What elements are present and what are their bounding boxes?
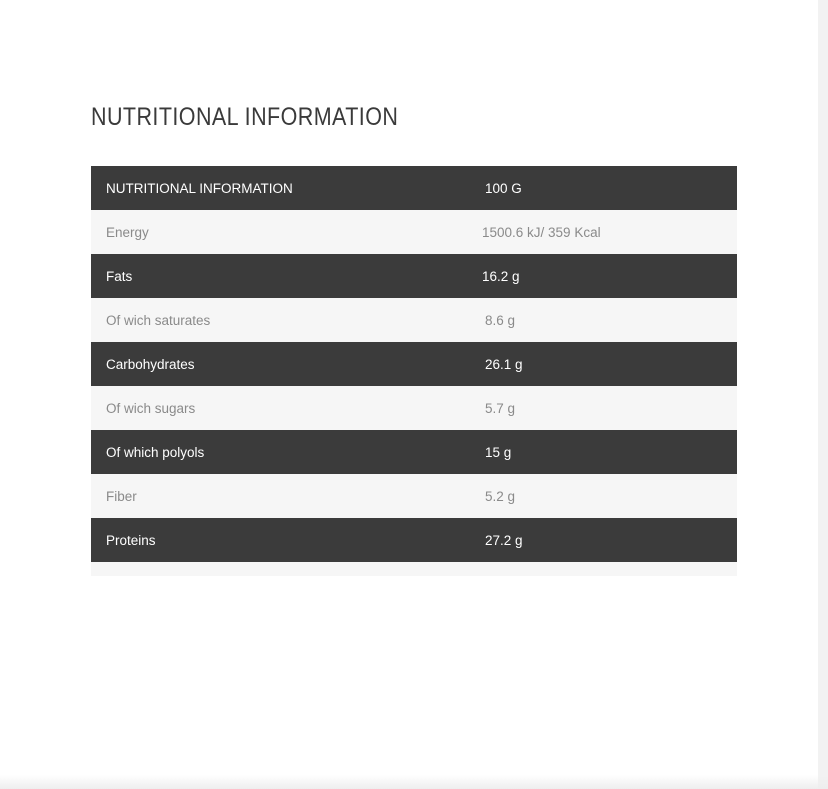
row-value-proteins: 27.2 g (485, 532, 523, 548)
row-value-carbohydrates: 26.1 g (485, 356, 523, 372)
row-name-fiber: Fiber (106, 488, 137, 504)
table-row (91, 342, 737, 386)
row-name-fats: Fats (106, 268, 133, 284)
header-value-cell (482, 166, 737, 210)
row-value-polyols: 15 g (485, 444, 512, 460)
row-name-saturates: Of wich saturates (106, 312, 211, 328)
row-value-sugars: 5.7 g (485, 400, 516, 416)
footer-spacer-cell (91, 562, 482, 576)
row-value-saturates: 8.6 g (485, 312, 516, 328)
row-value-cell (482, 210, 737, 254)
table-row (91, 430, 737, 474)
row-name-sugars: Of wich sugars (106, 400, 196, 416)
table-row (91, 254, 737, 298)
section-title: NUTRITIONAL INFORMATION (91, 103, 399, 131)
row-name-energy: Energy (106, 224, 149, 240)
row-name-carbohydrates: Carbohydrates (106, 356, 195, 372)
footer-spacer-cell (482, 562, 737, 576)
row-value-cell (482, 254, 737, 298)
row-name-proteins: Proteins (106, 532, 156, 548)
row-value-cell (482, 386, 737, 430)
header-value-label: 100 G (485, 180, 522, 196)
row-name-polyols: Of which polyols (106, 444, 205, 460)
row-value-cell (482, 342, 737, 386)
row-value-cell (482, 298, 737, 342)
table-row (91, 298, 737, 342)
header-name-cell: NUTRITIONAL INFORMATION (106, 180, 293, 196)
bottom-shadow (0, 775, 828, 789)
table-header-row (91, 166, 737, 210)
table-footer-spacer (91, 562, 737, 576)
table-row (91, 386, 737, 430)
table-row (91, 210, 737, 254)
row-value-fiber: 5.2 g (485, 488, 516, 504)
row-value-cell (482, 474, 737, 518)
row-value-fats: 16.2 g (482, 268, 520, 284)
nutrition-table (91, 166, 737, 576)
row-value-cell (482, 518, 737, 562)
page-scroll-gutter (818, 0, 828, 789)
row-value-cell (482, 430, 737, 474)
row-value-energy: 1500.6 kJ/ 359 Kcal (482, 224, 601, 240)
table-row (91, 518, 737, 562)
table-row (91, 474, 737, 518)
